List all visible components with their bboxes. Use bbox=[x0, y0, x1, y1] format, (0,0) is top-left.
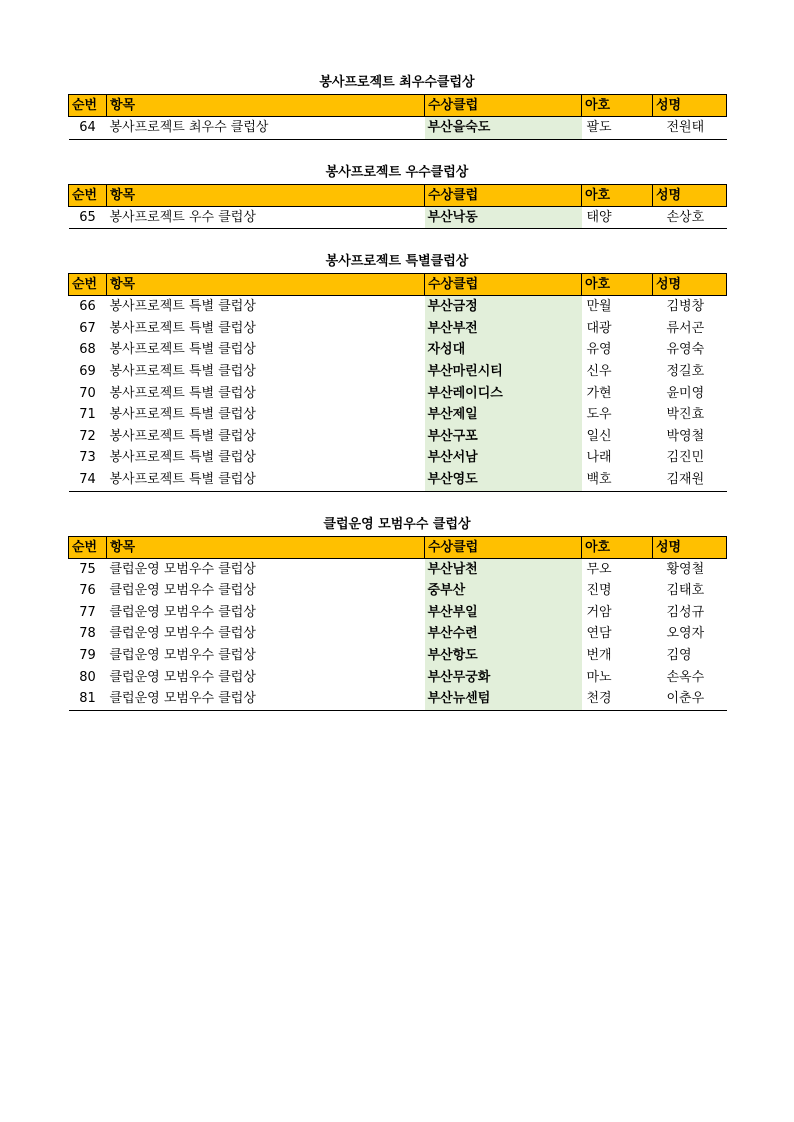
cell-item: 봉사프로젝트 특별 클럽상 bbox=[109, 450, 256, 466]
header-alias: 아호 bbox=[582, 274, 653, 296]
cell-item: 봉사프로젝트 최우수 클럽상 bbox=[107, 117, 425, 140]
header-item: 항목 bbox=[107, 274, 425, 296]
award-table bbox=[68, 184, 727, 230]
cell-alias: 가현 bbox=[586, 385, 612, 401]
table-row bbox=[69, 117, 727, 140]
table-header-row bbox=[69, 536, 727, 558]
cell-item: 봉사프로젝트 특별 클럽상 bbox=[109, 342, 256, 358]
table-row bbox=[69, 339, 727, 361]
cell-alias: 나래 bbox=[586, 450, 612, 466]
cell-name: 손상호 bbox=[653, 206, 727, 229]
cell-alias: 번개 bbox=[586, 647, 612, 663]
cell-alias: 천경 bbox=[582, 688, 653, 710]
cell-club: 부산낙동 bbox=[425, 206, 582, 229]
cell-alias: 무오 bbox=[586, 561, 612, 577]
cell-name: 이춘우 bbox=[653, 688, 727, 710]
cell-club: 부산제일 bbox=[425, 404, 582, 426]
cell-alias: 마노 bbox=[586, 669, 612, 685]
cell-club: 부산부일 bbox=[425, 602, 582, 624]
cell-no: 75 bbox=[79, 561, 96, 577]
cell-club: 부산마린시티 bbox=[425, 361, 582, 383]
cell-club: 부산남천 bbox=[425, 558, 582, 580]
header-alias: 아호 bbox=[582, 184, 653, 206]
cell-name: 오영자 bbox=[666, 626, 705, 642]
header-no: 순번 bbox=[69, 274, 107, 296]
cell-name: 황영철 bbox=[666, 561, 705, 577]
table-row bbox=[69, 623, 727, 645]
cell-name: 전원태 bbox=[653, 117, 727, 140]
cell-alias: 거암 bbox=[586, 604, 612, 620]
cell-name: 윤미영 bbox=[666, 385, 705, 401]
header-name: 성명 bbox=[653, 274, 727, 296]
cell-club: 중부산 bbox=[425, 580, 582, 602]
cell-item: 봉사프로젝트 특별 클럽상 bbox=[109, 363, 256, 379]
cell-no: 74 bbox=[69, 469, 107, 491]
cell-no: 79 bbox=[79, 647, 96, 663]
cell-item: 봉사프로젝트 특별 클럽상 bbox=[107, 469, 425, 491]
award-table bbox=[68, 94, 727, 140]
cell-no: 77 bbox=[79, 604, 96, 620]
award-section bbox=[68, 251, 726, 491]
cell-item: 봉사프로젝트 특별 클럽상 bbox=[109, 428, 256, 444]
award-section bbox=[68, 72, 726, 140]
award-document bbox=[68, 72, 726, 733]
header-no: 순번 bbox=[69, 95, 107, 117]
cell-no: 71 bbox=[79, 407, 96, 423]
cell-alias: 진명 bbox=[586, 583, 612, 599]
header-name: 성명 bbox=[653, 95, 727, 117]
table-row bbox=[69, 580, 727, 602]
cell-club: 부산뉴센텀 bbox=[425, 688, 582, 710]
cell-alias: 일신 bbox=[586, 428, 612, 444]
cell-item: 봉사프로젝트 특별 클럽상 bbox=[109, 385, 256, 401]
table-row bbox=[69, 404, 727, 426]
cell-item: 클럽운영 모범우수 클럽상 bbox=[109, 647, 256, 663]
cell-item: 봉사프로젝트 특별 클럽상 bbox=[109, 299, 256, 315]
cell-club: 부산레이디스 bbox=[425, 383, 582, 405]
table-row bbox=[69, 667, 727, 689]
award-table bbox=[68, 536, 727, 711]
cell-name: 김병창 bbox=[666, 299, 705, 315]
award-section bbox=[68, 514, 726, 711]
cell-club: 부산영도 bbox=[425, 469, 582, 491]
cell-item: 클럽운영 모범우수 클럽상 bbox=[107, 688, 425, 710]
sections-container bbox=[68, 72, 726, 711]
cell-no: 80 bbox=[79, 669, 96, 685]
cell-club: 부산수련 bbox=[425, 623, 582, 645]
table-row bbox=[69, 645, 727, 667]
table-row bbox=[69, 688, 727, 710]
table-row bbox=[69, 296, 727, 318]
header-no: 순번 bbox=[69, 536, 107, 558]
cell-name: 유영숙 bbox=[666, 342, 705, 358]
header-club: 수상클럽 bbox=[425, 184, 582, 206]
award-table bbox=[68, 273, 727, 491]
cell-alias: 유영 bbox=[586, 342, 612, 358]
header-alias: 아호 bbox=[582, 95, 653, 117]
section-title: 봉사프로젝트 최우수클럽상 bbox=[319, 75, 475, 90]
table-row bbox=[69, 447, 727, 469]
cell-item: 클럽운영 모범우수 클럽상 bbox=[109, 561, 256, 577]
cell-alias: 대광 bbox=[586, 320, 612, 336]
header-name: 성명 bbox=[653, 184, 727, 206]
table-header-row bbox=[69, 184, 727, 206]
cell-name: 류서곤 bbox=[666, 320, 705, 336]
cell-no: 70 bbox=[79, 385, 96, 401]
cell-name: 김영 bbox=[666, 647, 692, 663]
cell-alias: 백호 bbox=[582, 469, 653, 491]
section-title: 봉사프로젝트 우수클럽상 bbox=[325, 164, 469, 180]
cell-club: 부산구포 bbox=[425, 426, 582, 448]
cell-item: 봉사프로젝트 특별 클럽상 bbox=[109, 407, 256, 423]
cell-name: 김재원 bbox=[653, 469, 727, 491]
cell-club: 부산을숙도 bbox=[425, 117, 582, 140]
table-row bbox=[69, 558, 727, 580]
cell-item: 봉사프로젝트 특별 클럽상 bbox=[109, 320, 256, 336]
cell-no: 76 bbox=[79, 583, 96, 599]
award-section bbox=[68, 162, 726, 230]
cell-club: 자성대 bbox=[425, 339, 582, 361]
cell-alias: 팔도 bbox=[582, 117, 653, 140]
cell-no: 67 bbox=[79, 320, 96, 336]
table-row bbox=[69, 469, 727, 491]
cell-item: 봉사프로젝트 우수 클럽상 bbox=[107, 206, 425, 229]
table-row bbox=[69, 426, 727, 448]
cell-club: 부산항도 bbox=[425, 645, 582, 667]
cell-item: 클럽운영 모범우수 클럽상 bbox=[109, 583, 256, 599]
table-row bbox=[69, 361, 727, 383]
section-title: 봉사프로젝트 특별클럽상 bbox=[325, 254, 469, 270]
header-club: 수상클럽 bbox=[425, 274, 582, 296]
cell-item: 클럽운영 모범우수 클럽상 bbox=[109, 604, 256, 620]
cell-no: 64 bbox=[69, 117, 107, 140]
header-club: 수상클럽 bbox=[425, 95, 582, 117]
cell-club: 부산금정 bbox=[425, 296, 582, 318]
cell-name: 손옥수 bbox=[666, 669, 705, 685]
cell-alias: 연담 bbox=[586, 626, 612, 642]
table-row bbox=[69, 383, 727, 405]
cell-no: 69 bbox=[79, 363, 96, 379]
header-alias: 아호 bbox=[582, 536, 653, 558]
header-club: 수상클럽 bbox=[425, 536, 582, 558]
header-name: 성명 bbox=[653, 536, 727, 558]
header-item: 항목 bbox=[107, 184, 425, 206]
cell-club: 부산서남 bbox=[425, 447, 582, 469]
cell-no: 65 bbox=[69, 206, 107, 229]
header-no: 순번 bbox=[69, 184, 107, 206]
table-row bbox=[69, 602, 727, 624]
cell-name: 김진민 bbox=[666, 450, 705, 466]
header-item: 항목 bbox=[107, 95, 425, 117]
cell-alias: 신우 bbox=[586, 363, 612, 379]
cell-alias: 도우 bbox=[586, 407, 612, 423]
table-header-row bbox=[69, 95, 727, 117]
header-item: 항목 bbox=[107, 536, 425, 558]
cell-name: 박진효 bbox=[666, 407, 705, 423]
cell-alias: 태양 bbox=[582, 206, 653, 229]
cell-no: 78 bbox=[79, 626, 96, 642]
cell-item: 클럽운영 모범우수 클럽상 bbox=[109, 626, 256, 642]
cell-item: 클럽운영 모범우수 클럽상 bbox=[109, 669, 256, 685]
cell-no: 68 bbox=[79, 342, 96, 358]
cell-club: 부산무궁화 bbox=[425, 667, 582, 689]
table-row bbox=[69, 206, 727, 229]
table-header-row bbox=[69, 274, 727, 296]
cell-no: 73 bbox=[79, 450, 96, 466]
cell-no: 72 bbox=[79, 428, 96, 444]
cell-club: 부산부전 bbox=[425, 318, 582, 340]
cell-name: 정길호 bbox=[666, 363, 705, 379]
section-title: 클럽운영 모범우수 클럽상 bbox=[323, 516, 471, 532]
cell-name: 김성규 bbox=[666, 604, 705, 620]
cell-name: 박영철 bbox=[666, 428, 705, 444]
table-row bbox=[69, 318, 727, 340]
cell-no: 81 bbox=[69, 688, 107, 710]
cell-no: 66 bbox=[79, 299, 96, 315]
cell-alias: 만월 bbox=[586, 299, 612, 315]
cell-name: 김태호 bbox=[666, 583, 705, 599]
